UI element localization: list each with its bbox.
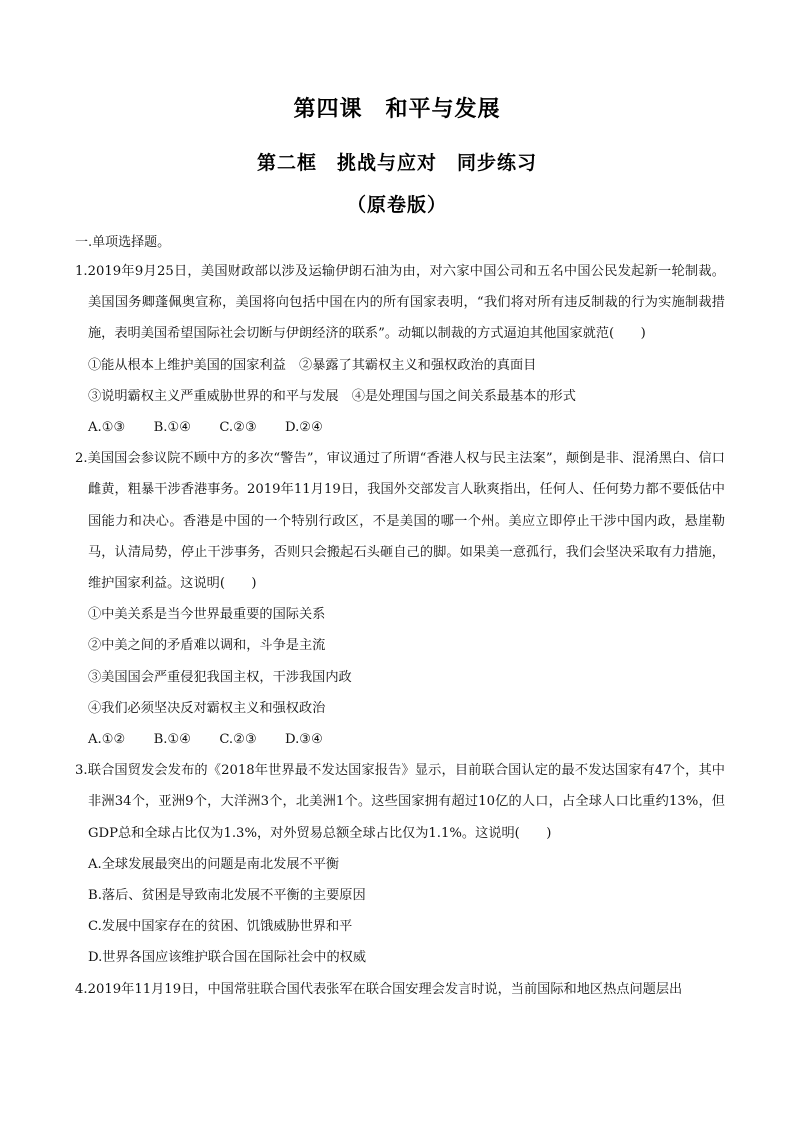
choice-b: B.①④	[153, 732, 192, 748]
choice-c: C.②③	[219, 732, 257, 748]
section-heading: 一.单项选择题。	[75, 235, 171, 250]
option-line: ③美国国会严重侵犯我国主权，干涉我国内政	[88, 669, 352, 685]
option-d: D.世界各国应该维护联合国在国际社会中的权威	[88, 950, 367, 966]
option-b: B.落后、贫困是导致南北发展不平衡的主要原因	[88, 888, 366, 904]
choice-a: A.①③	[88, 420, 126, 436]
question-3	[75, 755, 725, 973]
edition-label: （原卷版）	[346, 194, 447, 216]
lesson-title: 第四课 和平与发展	[293, 97, 501, 122]
choice-c: C.②③	[219, 420, 257, 436]
question-stem: 2.美国国会参议院不顾中方的多次“警告”，审议通过了所谓“香港人权与民主法案”，颠倒是非、混淆黑白、信口雌黄，粗暴干涉香港事务。2019年11月19日，我国外交部发言人耿爽指出，任何人、任何势力都不要低估中国能力和决心。香港是中国的一个特别行政区，不是美国的哪一个州。美应立即停止干涉中国内政，悬崖勒马，认清局势，停止干涉事务，否则只会搬起石头砸自己的脚。如果美一意孤行，我们会坚决采取有力措施，维护国家利益。这说明( )	[75, 451, 725, 592]
question-1	[75, 256, 725, 443]
option-line: ①中美关系是当今世界最重要的国际关系	[88, 607, 326, 623]
question-stem: 4.2019年11月19日，中国常驻联合国代表张军在联合国安理会发言时说，当前国际和地区热点问题层出	[75, 981, 683, 997]
question-stem: 1.2019年9月25日，美国财政部以涉及运输伊朗石油为由，对六家中国公司和五名中国公民发起新一轮制裁。美国国务卿蓬佩奥宣称，美国将向包括中国在内的所有国家表明，“我们将对所有违反制裁的行为实施制裁措施，表明美国希望国际社会切断与伊朗经济的联系”。动辄以制裁的方式逼迫其他国家就范( )	[75, 264, 725, 342]
option-line: ④我们必须坚决反对霸权主义和强权政治	[88, 700, 326, 716]
option-line: ②中美之间的矛盾难以调和，斗争是主流	[88, 638, 326, 654]
question-list	[75, 256, 725, 1005]
question-2	[75, 443, 725, 755]
choice-d: D.③④	[284, 732, 323, 748]
answer-choices	[75, 724, 725, 755]
option-line: ③说明霸权主义严重威胁世界的和平与发展 ④是处理国与国之间关系最基本的形式	[88, 388, 576, 404]
question-stem: 3.联合国贸发会发布的《2018年世界最不发达国家报告》显示，目前联合国认定的最不发达国家有47个，其中非洲34个，亚洲9个，大洋洲3个，北美洲1个。这些国家拥有超过10亿的人口，占全球人口比重约13%，但GDP总和全球占比仅为1.3%，对外贸易总额全球占比仅为1.1%。这说明( )	[75, 763, 725, 841]
option-c: C.发展中国家存在的贫困、饥饿威胁世界和平	[88, 919, 353, 935]
choice-d: D.②④	[284, 420, 323, 436]
answer-choices	[75, 412, 725, 443]
option-a: A.全球发展最突出的问题是南北发展不平衡	[88, 856, 340, 872]
option-line: ①能从根本上维护美国的国家利益 ②暴露了其霸权主义和强权政治的真面目	[88, 357, 537, 373]
question-4	[75, 974, 725, 1005]
choice-a: A.①②	[88, 732, 126, 748]
choice-b: B.①④	[153, 420, 192, 436]
lesson-subtitle: 第二框 挑战与应对 同步练习	[256, 152, 537, 174]
